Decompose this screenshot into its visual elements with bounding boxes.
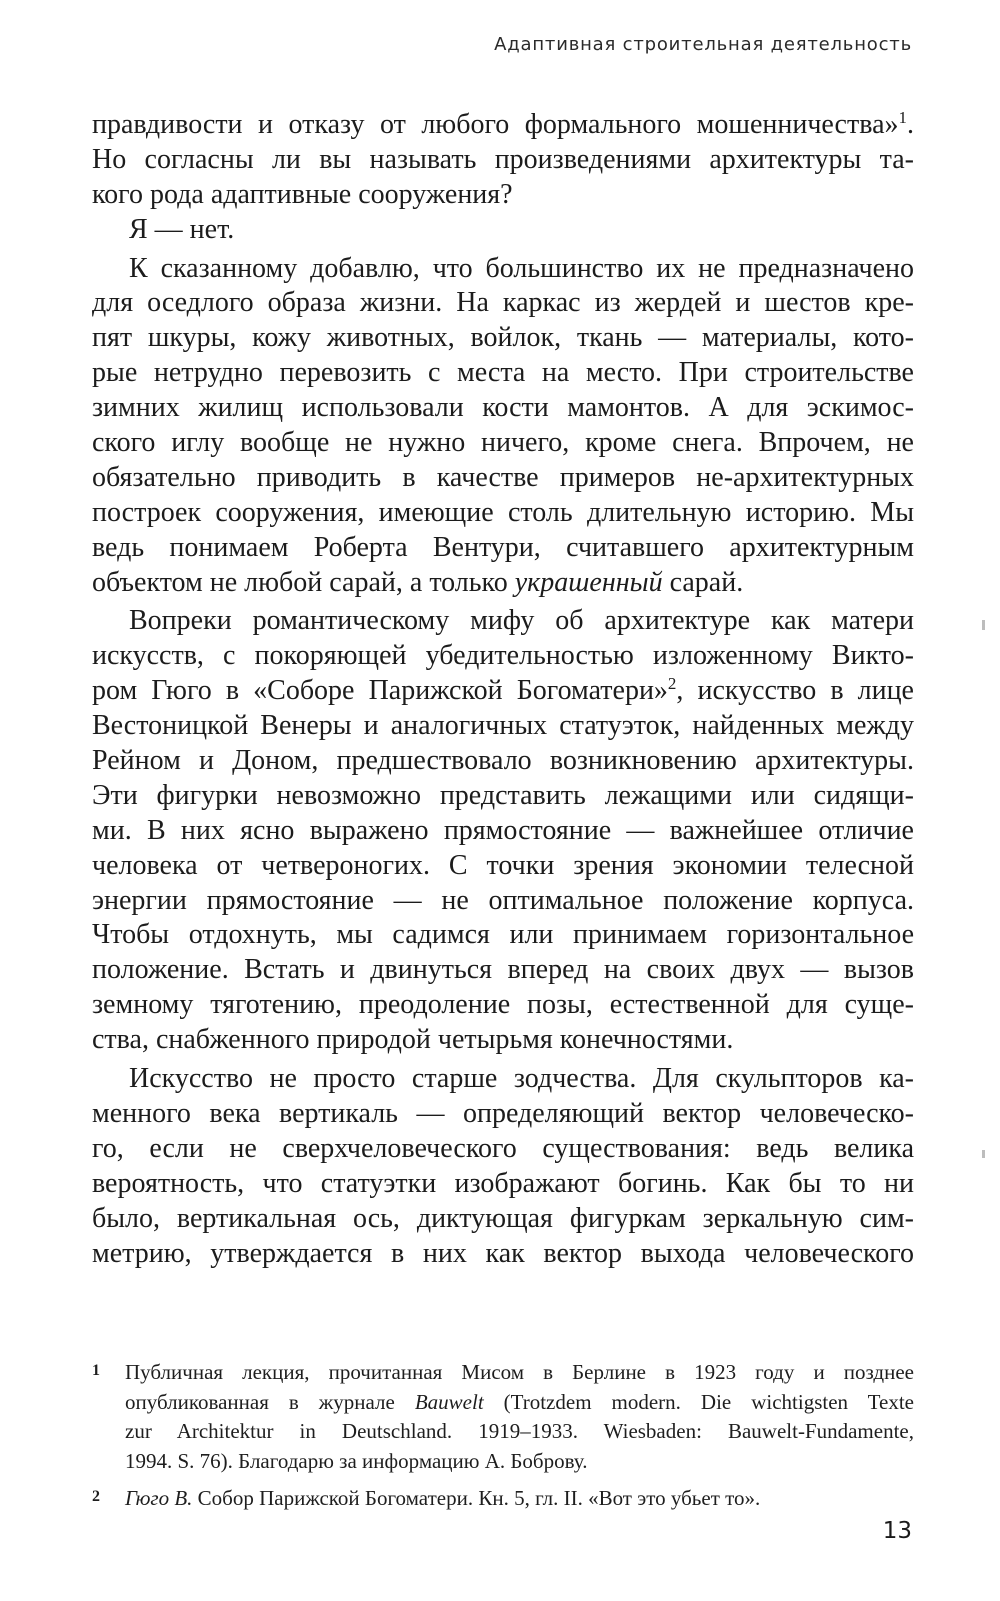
text-line: Эти фигурки невозможно представить лежащими или сидящи- bbox=[92, 779, 914, 811]
text-line: Вестоницкой Венеры и аналогичных статуэток, найденных между bbox=[92, 710, 914, 742]
text-line: вероятность, что статуэтки изображают богинь. Как бы то ни bbox=[92, 1167, 914, 1199]
footnote-line: zur Architektur in Deutschland. 1919–1933. Wiesbaden: Bauwelt-Fundamente, bbox=[125, 1419, 914, 1443]
text-line: пят шкуры, кожу животных, войлок, ткань — материалы, кото- bbox=[92, 322, 914, 354]
text-line: обязательно приводить в качестве примеров не-архитектурных bbox=[92, 461, 914, 493]
text-line: го, если не сверхчеловеческого существования: ведь велика bbox=[92, 1132, 914, 1164]
footnote-line: Гюго В. Собор Парижской Богоматери. Кн. 5, гл. II. «Вот это убьет то». bbox=[125, 1486, 761, 1510]
scan-mark bbox=[982, 620, 985, 630]
footnote-line: Публичная лекция, прочитанная Мисом в Берлине в 1923 году и позднее bbox=[125, 1360, 914, 1384]
text-line: Рейном и Доном, предшествовало возникновению архитектуры. bbox=[92, 745, 914, 777]
text-line: энергии прямостояние — не оптимальное положение корпуса. bbox=[92, 884, 914, 916]
text-line: человека от четвероногих. С точки зрения экономии телесной bbox=[92, 849, 914, 881]
page-number: 13 bbox=[882, 1518, 912, 1544]
text-line: ства, снабженного природой четырьмя конечностями. bbox=[92, 1024, 734, 1056]
footnote-1 bbox=[92, 1358, 914, 1476]
text-line: земному тяготению, преодоление позы, естественной для суще- bbox=[92, 989, 914, 1021]
text-line: положение. Встать и двинуться вперед на своих двух — вызов bbox=[92, 954, 914, 986]
running-head: Адаптивная строительная деятельность bbox=[494, 34, 912, 55]
emphasis: украшенный bbox=[514, 566, 663, 598]
text-line: Вопреки романтическому мифу об архитектуре как матери bbox=[129, 605, 914, 637]
text-line: К сказанному добавлю, что большинство их не предназначено bbox=[129, 252, 914, 284]
text-line: ведь понимаем Роберта Вентури, считавшего архитектурным bbox=[92, 531, 914, 563]
text-line: кого рода адаптивные сооружения? bbox=[92, 178, 513, 210]
footnote-number: 1 bbox=[92, 1362, 100, 1379]
text-line: метрию, утверждается в них как вектор выхода человеческого bbox=[92, 1237, 914, 1269]
text-line: зимних жилищ использовали кости мамонтов. А для эскимос- bbox=[92, 392, 914, 424]
text-line: объектом не любой сарай, а только украшенный сарай. bbox=[92, 566, 744, 598]
text-line: правдивости и отказу от любого формального мошенничества»$^1$. bbox=[92, 108, 914, 140]
text-line: ром Гюго в «Соборе Парижской Богоматери»$^2$, искусство в лице bbox=[92, 674, 914, 707]
text-line: искусств, с покоряющей убедительностью изложенному Викто- bbox=[92, 640, 914, 672]
footnote-ref[interactable]: 2 bbox=[667, 674, 677, 694]
footnote-number: 2 bbox=[92, 1488, 100, 1505]
text-line: ского иглу вообще не нужно ничего, кроме снега. Впрочем, не bbox=[92, 427, 914, 459]
text-line: Но согласны ли вы называть произведениями архитектуры та- bbox=[92, 143, 914, 175]
text-line: Я — нет. bbox=[129, 213, 235, 245]
footnote-line: 1994. S. 76). Благодарю за информацию А. Боброву. bbox=[125, 1448, 588, 1473]
emphasis: Гюго В. bbox=[125, 1486, 193, 1510]
text-line: ми. В них ясно выражено прямостояние — важнейшее отличие bbox=[92, 814, 914, 846]
text-line: для оседлого образа жизни. На каркас из жердей и шестов кре- bbox=[92, 287, 914, 319]
text-line: построек сооружения, имеющие столь длительную историю. Мы bbox=[92, 496, 914, 528]
emphasis: Bauwelt bbox=[414, 1389, 484, 1414]
footnotes bbox=[92, 1358, 914, 1522]
text-line: менного века вертикаль — определяющий вектор человеческо- bbox=[92, 1097, 914, 1129]
text-line: Чтобы отдохнуть, мы садимся или принимаем горизонтальное bbox=[92, 919, 914, 951]
text-line: было, вертикальная ось, диктующая фигуркам зеркальную сим- bbox=[92, 1202, 914, 1234]
footnote-line: опубликованная в журнале Bauwelt (Trotzdem modern. Die wichtigsten Texte bbox=[125, 1389, 914, 1414]
footnote-2 bbox=[92, 1484, 914, 1514]
text-line: рые нетрудно перевозить с места на место. При строительстве bbox=[92, 357, 914, 389]
main-text bbox=[92, 108, 914, 1271]
text-line: Искусство не просто старше зодчества. Для скульпторов ка- bbox=[129, 1063, 914, 1095]
scan-mark bbox=[982, 1150, 985, 1158]
footnote-ref[interactable]: 1 bbox=[898, 108, 907, 127]
